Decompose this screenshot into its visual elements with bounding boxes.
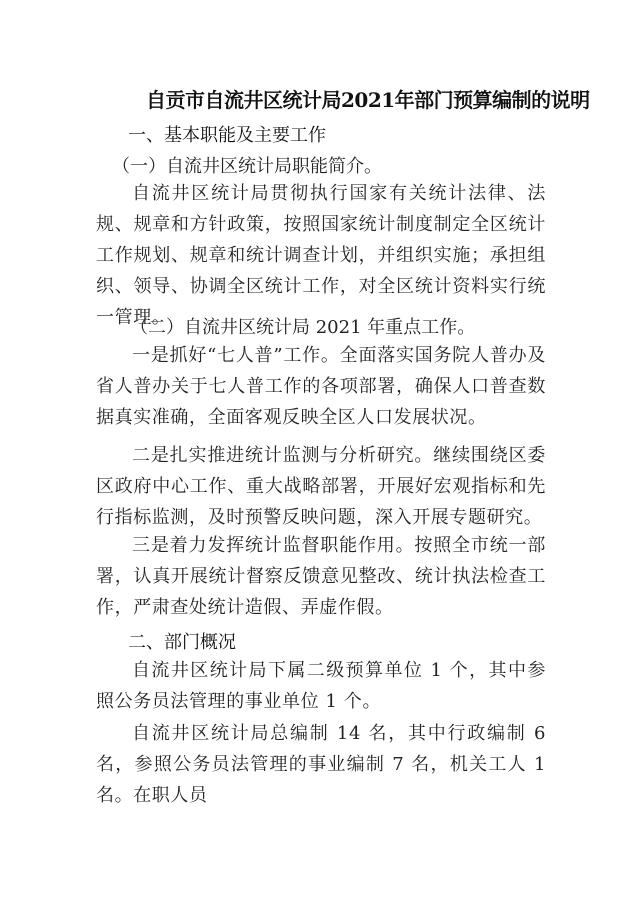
paragraph-functions: 自流井区统计局贯彻执行国家有关统计法律、法规、规章和方针政策，按照国家统计制度制定全区统计工作规划、规章和统计调查计划，并组织实施；承担组织、领导、协调全区统计工作，对全区统计资料实行统一管理。 bbox=[96, 183, 546, 328]
paragraph-supervision: 三是着力发挥统计监督职能作用。按照全市统一部署，认真开展统计督察反馈意见整改、统计执法检查工作，严肃查处统计造假、弄虚作假。 bbox=[96, 535, 546, 618]
section-heading-department-overview: 二、部门概况 bbox=[128, 632, 236, 653]
subsection-heading-functions: （一）自流井区统计局职能简介。 bbox=[112, 156, 382, 177]
document-title: 自贡市自流井区统计局2021年部门预算编制的说明 bbox=[146, 88, 590, 112]
paragraph-subunits: 自流井区统计局下属二级预算单位 1 个，其中参照公务员法管理的事业单位 1 个。 bbox=[96, 660, 546, 712]
section-heading-basic-functions: 一、基本职能及主要工作 bbox=[128, 125, 326, 146]
subsection-heading-key-work: （二）自流井区统计局 2021 年重点工作。 bbox=[130, 317, 476, 338]
paragraph-staffing: 自流井区统计局总编制 14 名，其中行政编制 6 名，参照公务员法管理的事业编制 7 名，机关工人 1 名。在职人员 bbox=[96, 723, 546, 806]
paragraph-census: 一是抓好“七人普”工作。全面落实国务院人普办及省人普办关于七人普工作的各项部署，确保人口普查数据真实准确，全面客观反映全区人口发展状况。 bbox=[96, 345, 546, 428]
paragraph-monitoring: 二是扎实推进统计监测与分析研究。继续围绕区委区政府中心工作、重大战略部署，开展好宏观指标和先行指标监测，及时预警反映问题，深入开展专题研究。 bbox=[96, 445, 546, 528]
